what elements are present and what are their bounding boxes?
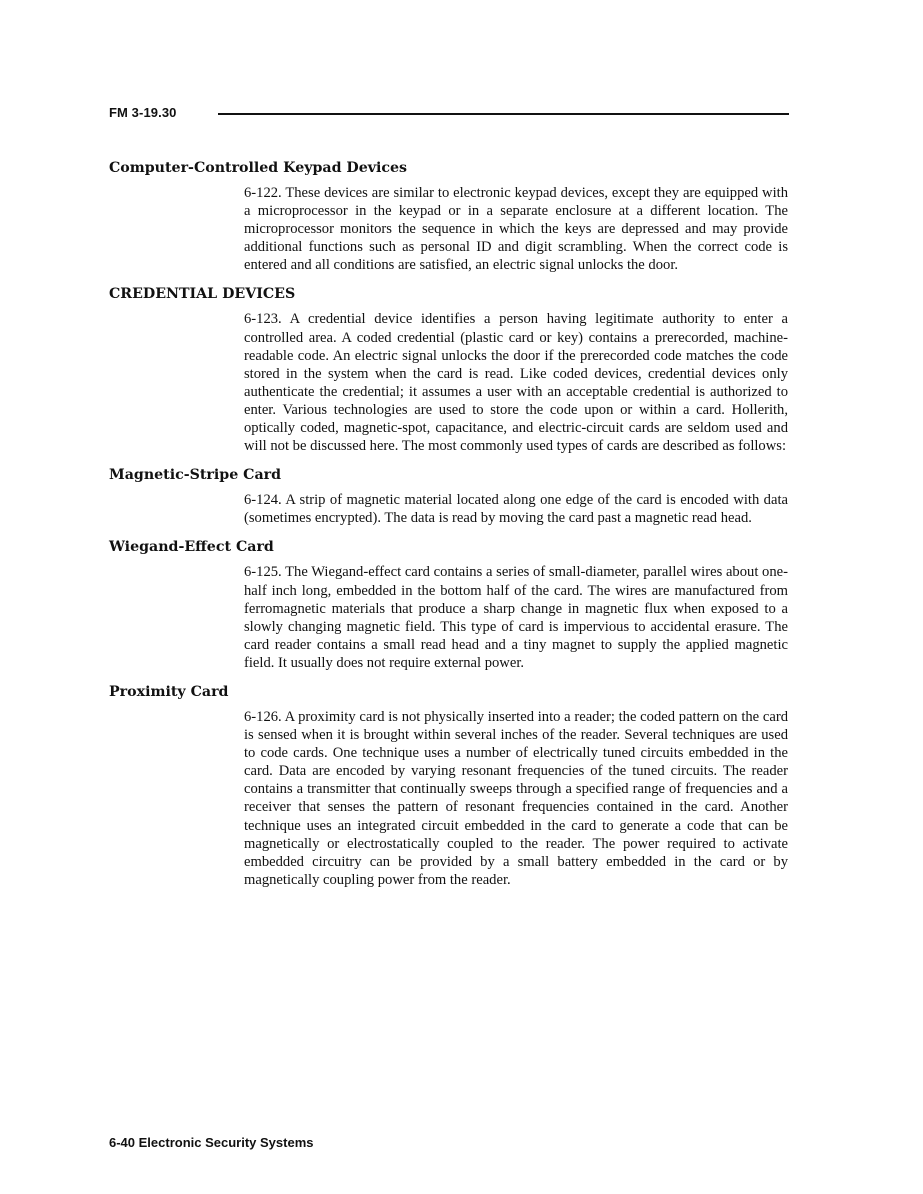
page-header (109, 104, 789, 124)
section-paragraph: 6-126. A proximity card is not physically inserted into a reader; the coded pattern on the card is sensed when it is brought within several inches of the reader. Several techniques are used to code cards. One technique uses a number of electrically tuned circuits embedded in the card. Data are encoded by varying resonant frequencies of the tuned circuits. The reader contains a transmitter that continually sweeps through a specified range of frequencies and a receiver that senses the pattern of resonant frequencies contained in the card. Another technique uses an integrated circuit embedded in the card to generate a code that can be magnetically or electrostatically coupled to the reader. The power required to activate embedded circuitry can be provided by a small battery embedded in the card or by magnetically coupling power from the reader. (244, 708, 788, 888)
section-credential-devices (109, 284, 789, 455)
section-heading: Wiegand-Effect Card (109, 539, 274, 556)
section-paragraph: 6-123. A credential device identifies a person having legitimate authority to enter a controlled area. A coded credential (plastic card or key) contains a prerecorded, machine-readable code. An electric signal unlocks the door if the prerecorded code matches the code stored in the system when the card is read. Like coded devices, credential devices only authenticate the credential; it assumes a user with an acceptable credential is authorized to enter. Various technologies are used to store the code upon or within a card. Hollerith, optically coded, magnetic-spot, capacitance, and electric-circuit cards are seldom used and will not be discussed here. The most commonly used types of cards are described as follows: (244, 311, 788, 455)
section-proximity-card (109, 682, 789, 889)
section-paragraph: 6-125. The Wiegand-effect card contains a series of small-diameter, parallel wires about one-half inch long, embedded in the bottom half of the card. The wires are manufactured from ferromagnetic materials that produce a sharp change in magnetic flux when exposed to a slowly changing magnetic field. This type of card is impervious to accidental erasure. The card reader contains a small read head and a tiny magnet to supply the applied magnetic field. It usually does not require external power. (244, 564, 788, 671)
page-content (109, 158, 789, 889)
section-magnetic-stripe-card (109, 465, 789, 527)
header-rule (218, 113, 789, 115)
section-computer-controlled-keypad (109, 158, 789, 274)
section-paragraph: 6-122. These devices are similar to electronic keypad devices, except they are equipped with a microprocessor in the keypad or in a separate enclosure at a different location. The microprocessor monitors the sequence in which the keys are depressed and may provide additional functions such as personal ID and digit scrambling. When the correct code is entered and all conditions are satisfied, an electric signal unlocks the door. (244, 185, 788, 274)
section-paragraph: 6-124. A strip of magnetic material located along one edge of the card is encoded with data (sometimes encrypted). The data is read by moving the card past a magnetic read head. (244, 492, 788, 527)
section-heading: Computer-Controlled Keypad Devices (109, 160, 408, 176)
section-heading: Magnetic-Stripe Card (109, 467, 282, 484)
section-wiegand-effect-card (109, 537, 789, 672)
section-heading: CREDENTIAL DEVICES (109, 286, 296, 303)
section-heading: Proximity Card (109, 683, 229, 700)
page-footer: 6-40 Electronic Security Systems (109, 1135, 314, 1150)
document-id: FM 3-19.30 (109, 105, 177, 120)
